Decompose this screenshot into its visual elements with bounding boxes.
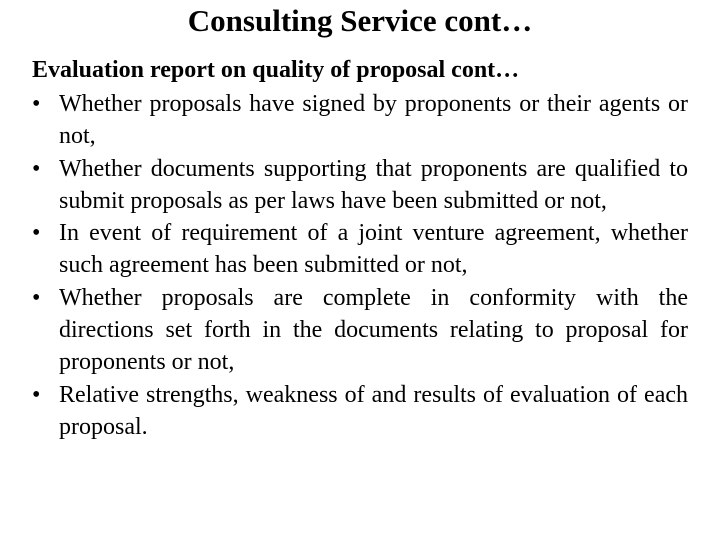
bullet-list (32, 88, 688, 443)
section-subheading: Evaluation report on quality of proposal cont… (32, 57, 520, 83)
bullet-text: Relative strengths, weakness of and results of evaluation of each proposal. (59, 381, 688, 440)
bullet-text: Whether proposals are complete in conformity with the directions set forth in the documents relating to proposal for proponents or not, (59, 284, 688, 376)
slide-title: Consulting Service cont… (187, 3, 533, 38)
bullet-text: In event of requirement of a joint venture agreement, whether such agreement has been submitted or not, (59, 220, 688, 279)
bullet-text: Whether documents supporting that proponents are qualified to submit proposals as per laws have been submitted or not, (59, 155, 688, 214)
bullet-dot-icon: • (32, 284, 41, 311)
bullet-dot-icon: • (32, 155, 41, 182)
bullet-text: Whether proposals have signed by proponents or their agents or not, (59, 91, 688, 150)
bullet-dot-icon: • (32, 220, 41, 247)
bullet-dot-icon: • (32, 91, 41, 117)
bullet-item (32, 88, 688, 153)
bullet-item (32, 282, 688, 379)
bullet-item (32, 217, 688, 282)
bullet-dot-icon: • (32, 381, 41, 408)
bullet-item (32, 153, 688, 218)
bullet-item (32, 379, 688, 444)
